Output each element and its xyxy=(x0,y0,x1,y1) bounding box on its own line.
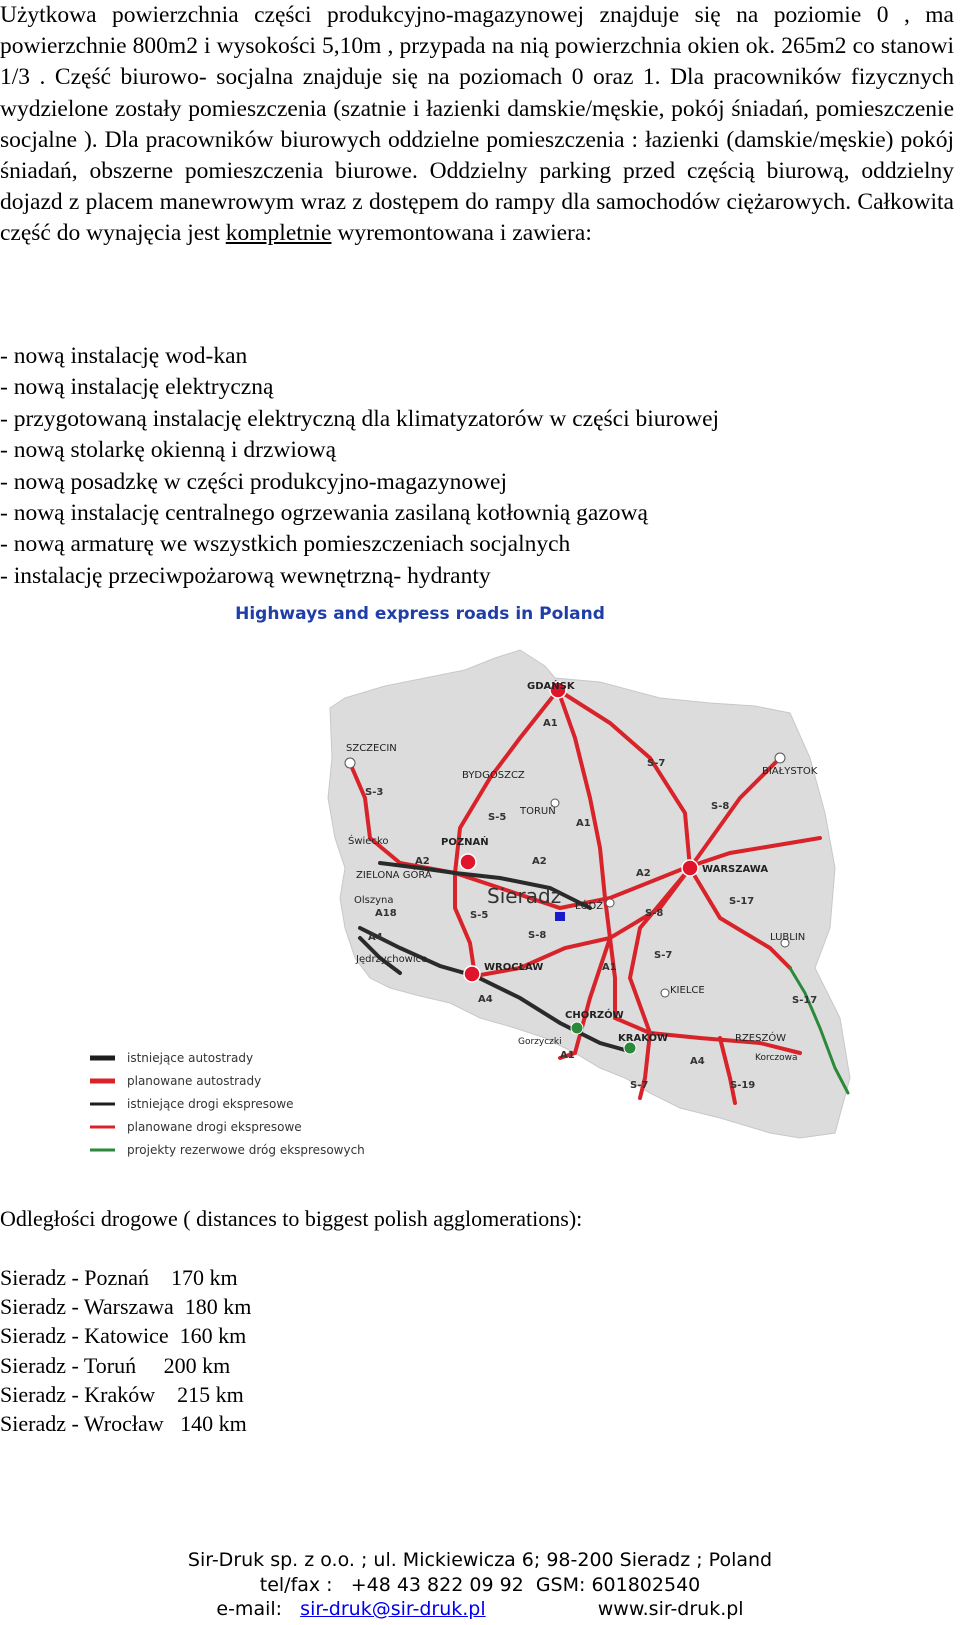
features-list xyxy=(0,341,719,592)
list-item: - nową posadzkę w części produkcyjno-magazynowej xyxy=(0,468,508,495)
list-item: - nową armaturę we wszystkich pomieszczeniach socjalnych xyxy=(0,531,571,558)
list-item: - przygotowaną instalację elektryczną dla klimatyzatorów w części biurowej xyxy=(0,405,720,432)
road-label: S-7 xyxy=(630,1080,649,1091)
road-label: A2 xyxy=(636,868,651,879)
list-item: - nową instalację wod-kan xyxy=(0,343,248,369)
road-label: S-8 xyxy=(711,801,730,812)
road-label: A2 xyxy=(532,856,547,867)
footer-contact-row xyxy=(0,1597,960,1622)
footer xyxy=(0,1548,960,1622)
distances-title: Odległości drogowe ( distances to biggest polish agglomerations): xyxy=(0,1206,583,1231)
city-label-rzeszow: RZESZÓW xyxy=(735,1033,787,1044)
poland-road-map xyxy=(0,598,860,1168)
road-label: S-3 xyxy=(365,787,384,798)
city-dot-wroclaw xyxy=(464,966,480,982)
road-label: S-8 xyxy=(528,930,547,941)
intro-underlined-word: kompletnie xyxy=(225,220,332,247)
city-label-warszawa: WARSZAWA xyxy=(702,864,769,875)
list-item: Sieradz - Kraków 215 km xyxy=(0,1381,244,1407)
road-label: A1 xyxy=(543,718,558,729)
city-label-jedrzychowice: Jędrzychowice xyxy=(356,954,428,965)
road-label: A18 xyxy=(375,908,397,919)
road-label: S-5 xyxy=(488,812,507,823)
city-label-swiecko: Świecko xyxy=(348,836,389,847)
sieradz-marker xyxy=(555,912,565,921)
city-label-torun: TORUŃ xyxy=(520,806,556,817)
footer-email-link[interactable]: sir-druk@sir-druk.pl xyxy=(300,1598,486,1620)
city-label-szczecin: SZCZECIN xyxy=(346,743,397,754)
poland-outline xyxy=(328,650,850,1138)
intro-paragraph xyxy=(0,0,954,250)
road-label: A2 xyxy=(415,856,430,867)
map-title: Highways and express roads in Poland xyxy=(235,604,605,624)
road-label: A4 xyxy=(478,994,493,1005)
city-dot-chorzow xyxy=(571,1022,583,1034)
city-dot-bialystok xyxy=(775,753,785,763)
list-item: - nową instalację elektryczną xyxy=(0,374,274,401)
list-item: - nową stolarkę okienną i drzwiową xyxy=(0,437,337,464)
city-label-bydgoszcz: BYDGOSZCZ xyxy=(462,770,525,781)
road-label: A1 xyxy=(602,962,617,973)
city-dot-poznan xyxy=(460,854,476,870)
city-label-zielona: ZIELONA GÓRA xyxy=(356,870,432,881)
legend-label: projekty rezerwowe dróg ekspresowych xyxy=(127,1143,365,1157)
road-label: S-17 xyxy=(729,896,755,907)
city-label-krakow: KRAKÓW xyxy=(618,1033,669,1044)
city-label-chorzow: CHORZÓW xyxy=(565,1010,624,1021)
legend-label: planowane autostrady xyxy=(127,1074,262,1088)
road-label: A1 xyxy=(576,818,591,829)
legend-label: istniejące autostrady xyxy=(127,1051,254,1065)
footer-email-label: e-mail: xyxy=(216,1598,283,1620)
footer-website[interactable]: www.sir-druk.pl xyxy=(597,1598,744,1620)
list-item: - nową instalację centralnego ogrzewania zasilaną kotłownią gazową xyxy=(0,500,648,527)
legend-label: istniejące drogi ekspresowe xyxy=(127,1097,294,1111)
road-label: S-7 xyxy=(654,950,673,961)
road-label: A4 xyxy=(690,1056,705,1067)
city-label-poznan: POZNAŃ xyxy=(441,837,489,848)
footer-address: Sir-Druk sp. z o.o. ; ul. Mickiewicza 6; 98-200 Sieradz ; Poland xyxy=(187,1549,773,1571)
city-label-wroclaw: WROCŁAW xyxy=(484,962,544,973)
city-label-kielce: KIELCE xyxy=(670,985,705,996)
road-label: S-7 xyxy=(647,758,666,769)
city-dot-szczecin xyxy=(345,758,355,768)
list-item: Sieradz - Katowice 160 km xyxy=(0,1323,247,1349)
map-highlight-sieradz: Sieradz xyxy=(487,884,562,908)
city-label-korczowa: Korczowa xyxy=(755,1053,798,1063)
road-label: S-19 xyxy=(730,1080,756,1091)
road-label: A1 xyxy=(560,1050,575,1061)
list-item: Sieradz - Toruń 200 km xyxy=(0,1352,231,1378)
city-label-olszyna: Olszyna xyxy=(354,895,394,906)
city-label-lodz: ŁÓDŹ xyxy=(575,901,604,912)
map-legend xyxy=(90,1051,365,1157)
legend-label: planowane drogi ekspresowe xyxy=(127,1120,302,1134)
distances-list xyxy=(0,1263,251,1438)
city-label-bialystok: BIAŁYSTOK xyxy=(762,766,818,777)
intro-text-part1: Użytkowa powierzchnia części produkcyjno-magazynowej znajduje się na poziomie 0 , ma powierzchnie 800m2 i wysokości 5,10m , przypada na nią powierzchnia okien ok. 265m2 co stanowi 1/3 . Część biurowo- socjalna znajduje się na poziomach 0 oraz 1. Dla pracowników fizycznych wydzielone zostały pomieszczenia (szatnie i łazienki damskie/męskie, pokój śniadań, pomieszczenie socjalne ). Dla pracowników biurowych oddzielne pomieszczenia : łazienki (damskie/męskie) pokój śniadań, obszerne pomieszczenia biurowe. Oddzielny parking przed częścią biurową, oddzielny dojazd z placem manewrowym wraz z dostępem do rampy dla samochodów ciężarowych. Całkowita część do wynajęcia jest xyxy=(0,2,954,247)
city-label-lublin: LUBLIN xyxy=(770,932,806,943)
city-dot-warszawa xyxy=(682,860,698,876)
list-item: - instalację przeciwpożarową wewnętrzną- hydranty xyxy=(0,562,491,589)
list-item: Sieradz - Warszawa 180 km xyxy=(0,1294,252,1320)
city-dot-kielce xyxy=(661,989,669,997)
intro-text-part2: wyremontowana i zawiera: xyxy=(337,220,592,247)
road-label: S-5 xyxy=(470,910,489,921)
list-item: Sieradz - Poznań 170 km xyxy=(0,1265,238,1290)
list-item: Sieradz - Wrocław 140 km xyxy=(0,1411,247,1437)
city-label-gorzyczki: Gorzyczki xyxy=(518,1037,562,1047)
road-label: A4 xyxy=(368,932,383,943)
road-label: S-8 xyxy=(645,908,664,919)
road-label: S-17 xyxy=(792,995,818,1006)
footer-phone: tel/fax : +48 43 822 09 92 GSM: 601802540 xyxy=(259,1573,701,1596)
city-label-gdansk: GDAŃSK xyxy=(527,681,575,692)
city-dot-lodz xyxy=(606,899,614,907)
